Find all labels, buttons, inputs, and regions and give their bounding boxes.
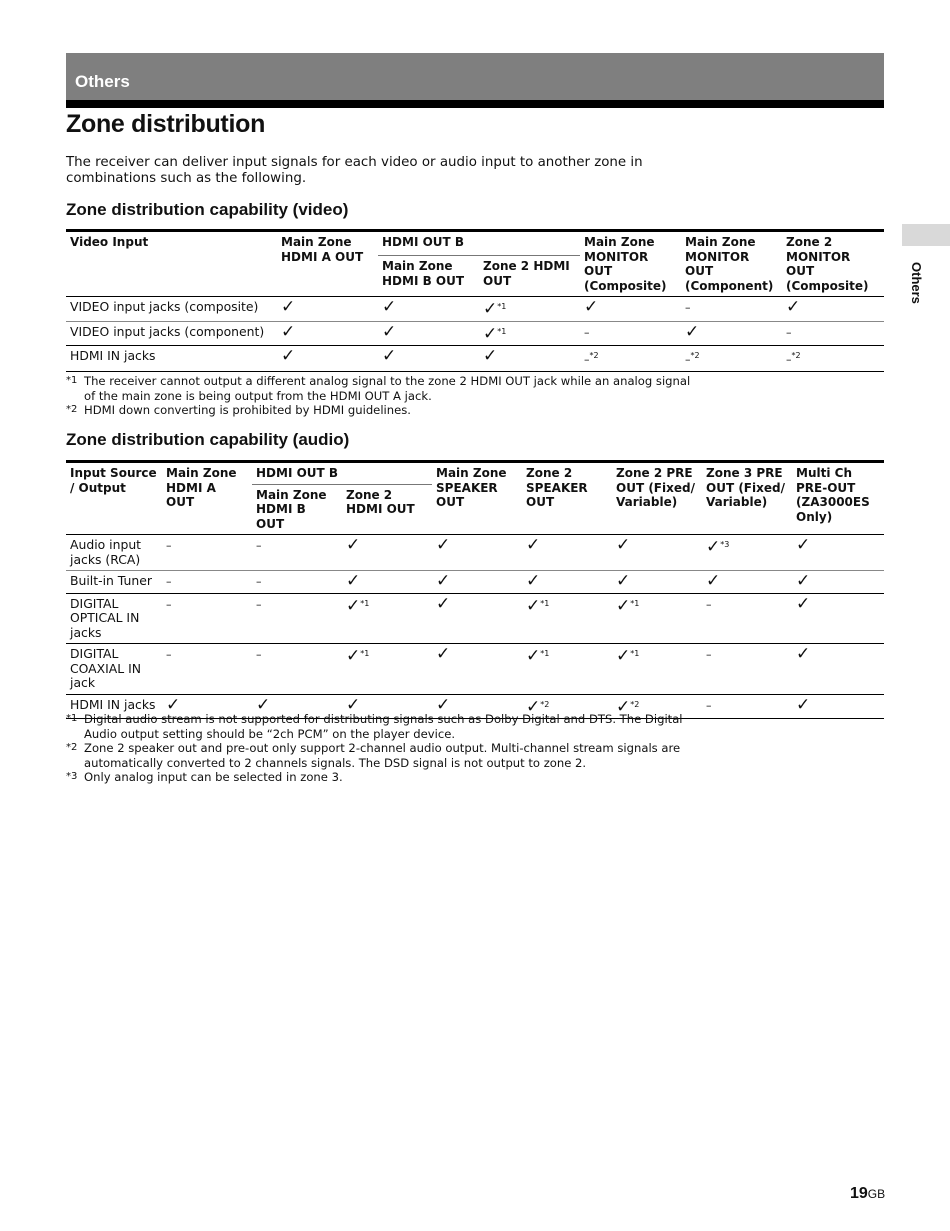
table-cell xyxy=(702,694,792,719)
not-available-dash: – xyxy=(786,353,792,366)
footnote-ref: *1 xyxy=(540,598,550,608)
row-label: VIDEO input jacks (component) xyxy=(70,323,265,339)
footnote xyxy=(66,712,696,741)
row-label: DIGITAL OPTICAL IN jacks xyxy=(70,595,140,640)
header-main-monitor-composite: Main Zone MONITOR OUT (Composite) xyxy=(580,231,681,297)
table-cell xyxy=(681,297,782,322)
table-cell xyxy=(252,571,342,594)
footnote xyxy=(66,741,696,770)
table-cell xyxy=(277,297,378,322)
table-cell xyxy=(162,593,252,644)
check-mark: ✓ xyxy=(616,646,631,666)
check-mark: ✓ xyxy=(526,535,541,555)
table-cell xyxy=(479,297,580,322)
check-mark: ✓ xyxy=(382,297,397,317)
audio-table-body xyxy=(66,535,884,719)
row-label: Audio input jacks (RCA) xyxy=(70,537,142,567)
check-mark: ✓ xyxy=(436,593,451,614)
check-mark: ✓ xyxy=(382,346,397,366)
footnote-ref: *1 xyxy=(360,649,370,658)
header-zone2-monitor-composite: Zone 2 MONITOR OUT (Composite) xyxy=(782,231,884,297)
audio-table-title: Zone distribution capability (audio) xyxy=(66,430,350,449)
check-mark: ✓ xyxy=(483,299,498,319)
table-cell xyxy=(277,346,378,372)
check-mark: ✓ xyxy=(436,571,451,591)
table-cell xyxy=(522,644,612,695)
table-cell xyxy=(378,346,479,372)
check-mark: ✓ xyxy=(685,321,700,342)
audio-distribution-table xyxy=(66,460,884,719)
footnote-text: HDMI down converting is prohibited by HDMI guidelines. xyxy=(84,403,411,417)
table-cell xyxy=(252,593,342,644)
table-cell xyxy=(252,535,342,571)
video-footnotes xyxy=(66,374,696,418)
table-cell xyxy=(612,535,702,571)
header-multich-pre-out: Multi Ch PRE-OUT (ZA3000ES Only) xyxy=(792,462,884,535)
footnote-text: Digital audio stream is not supported for distributing signals such as Dolby Digital and DTS. The Digital Audio output setting should be “2ch PCM” on the player device. xyxy=(84,712,683,741)
footnote xyxy=(66,403,696,418)
table-row xyxy=(66,297,884,322)
table-row xyxy=(66,571,884,594)
footnote-marker: *1 xyxy=(66,375,78,386)
table-cell xyxy=(378,321,479,346)
table-cell xyxy=(252,644,342,695)
not-available-dash: – xyxy=(786,325,792,339)
table-cell xyxy=(792,593,884,644)
check-mark: ✓ xyxy=(483,323,498,344)
check-mark: ✓ xyxy=(526,696,541,717)
table-cell xyxy=(612,571,702,594)
header-zone2-pre-out: Zone 2 PRE OUT (Fixed/ Variable) xyxy=(612,462,702,535)
table-cell xyxy=(342,593,432,644)
footnote-ref: *2 xyxy=(540,699,550,709)
check-mark: ✓ xyxy=(796,694,811,715)
table-cell xyxy=(522,535,612,571)
table-cell xyxy=(378,297,479,322)
table-cell xyxy=(681,346,782,372)
row-label: HDMI IN jacks xyxy=(70,696,156,712)
check-mark: ✓ xyxy=(346,595,361,616)
check-mark: ✓ xyxy=(796,535,811,555)
footnote-ref: *2 xyxy=(690,351,700,360)
row-label: DIGITAL COAXIAL IN jack xyxy=(70,646,142,690)
table-row xyxy=(66,321,884,346)
table-cell xyxy=(432,535,522,571)
footnote-ref: *2 xyxy=(791,351,801,360)
check-mark: ✓ xyxy=(483,346,498,366)
table-cell xyxy=(162,535,252,571)
row-label: VIDEO input jacks (composite) xyxy=(70,299,259,314)
table-row xyxy=(66,535,884,571)
header-zone2-hdmi-out: Zone 2 HDMI OUT xyxy=(342,484,432,535)
table-cell xyxy=(162,571,252,594)
footnote xyxy=(66,374,696,403)
header-zone2-speaker-out: Zone 2 SPEAKER OUT xyxy=(522,462,612,535)
header-main-hdmi-b-out: Main Zone HDMI B OUT xyxy=(378,256,479,297)
table-cell xyxy=(782,321,884,346)
footnote-ref: *1 xyxy=(540,649,550,658)
table-cell xyxy=(580,297,681,322)
table-cell xyxy=(342,644,432,695)
not-available-dash: – xyxy=(685,301,691,314)
check-mark: ✓ xyxy=(584,297,599,317)
check-mark: ✓ xyxy=(616,535,631,555)
header-main-hdmi-a-out: Main Zone HDMI A OUT xyxy=(277,231,378,297)
not-available-dash: – xyxy=(706,648,712,661)
footnote-marker: *1 xyxy=(66,713,78,724)
table-row xyxy=(66,644,884,695)
check-mark: ✓ xyxy=(436,694,451,715)
header-main-hdmi-a-out: Main Zone HDMI A OUT xyxy=(162,462,252,535)
footnote-text: Only analog input can be selected in zone 3. xyxy=(84,770,343,784)
check-mark: ✓ xyxy=(526,571,541,591)
footnote-marker: *2 xyxy=(66,404,78,415)
header-hdmi-out-b-group: HDMI OUT B xyxy=(252,462,432,485)
check-mark: ✓ xyxy=(281,297,296,317)
footnote-ref: *1 xyxy=(360,598,370,608)
not-available-dash: – xyxy=(706,698,712,712)
check-mark: ✓ xyxy=(796,593,811,614)
not-available-dash: – xyxy=(166,575,172,588)
page-number xyxy=(850,1185,885,1203)
not-available-dash: – xyxy=(584,325,590,339)
table-cell xyxy=(702,644,792,695)
table-cell xyxy=(681,321,782,346)
section-label: Others xyxy=(75,72,130,91)
not-available-dash: – xyxy=(166,539,172,552)
video-distribution-table xyxy=(66,229,884,372)
table-cell xyxy=(432,644,522,695)
not-available-dash: – xyxy=(584,353,590,366)
table-cell xyxy=(580,346,681,372)
not-available-dash: – xyxy=(256,648,262,661)
footnote-ref: *1 xyxy=(497,302,507,311)
header-zone3-pre-out: Zone 3 PRE OUT (Fixed/ Variable) xyxy=(702,462,792,535)
header-video-input: Video Input xyxy=(66,231,277,297)
table-cell xyxy=(277,321,378,346)
check-mark: ✓ xyxy=(616,595,631,616)
footnote-marker: *3 xyxy=(66,771,78,782)
not-available-dash: – xyxy=(256,539,262,552)
check-mark: ✓ xyxy=(616,696,631,717)
section-header-band xyxy=(66,53,884,100)
footnote-ref: *1 xyxy=(497,326,507,336)
row-label: HDMI IN jacks xyxy=(70,348,156,363)
check-mark: ✓ xyxy=(281,321,296,342)
check-mark: ✓ xyxy=(796,644,811,664)
check-mark: ✓ xyxy=(616,571,631,591)
not-available-dash: – xyxy=(166,597,172,611)
check-mark: ✓ xyxy=(346,646,361,666)
table-cell xyxy=(792,535,884,571)
table-cell xyxy=(702,593,792,644)
check-mark: ✓ xyxy=(526,646,541,666)
check-mark: ✓ xyxy=(346,535,361,555)
check-mark: ✓ xyxy=(706,537,721,557)
table-cell xyxy=(522,571,612,594)
table-cell xyxy=(612,644,702,695)
check-mark: ✓ xyxy=(346,571,361,591)
not-available-dash: – xyxy=(256,597,262,611)
footnote-ref: *1 xyxy=(630,598,640,608)
table-cell xyxy=(702,535,792,571)
video-table-title: Zone distribution capability (video) xyxy=(66,200,349,219)
check-mark: ✓ xyxy=(256,694,271,715)
header-main-hdmi-b-out: Main Zone HDMI B OUT xyxy=(252,484,342,535)
table-cell xyxy=(522,593,612,644)
footnote-text: Zone 2 speaker out and pre-out only support 2-channel audio output. Multi-channel stream signals are automatically converted to 2 channels signals. The DSD signal is not output to zone 2. xyxy=(84,741,681,770)
not-available-dash: – xyxy=(166,648,172,661)
side-index-label: Others xyxy=(909,262,924,304)
check-mark: ✓ xyxy=(166,694,181,715)
not-available-dash: – xyxy=(685,353,691,366)
table-cell xyxy=(479,321,580,346)
check-mark: ✓ xyxy=(706,571,721,591)
table-cell xyxy=(479,346,580,372)
table-cell xyxy=(612,593,702,644)
table-cell xyxy=(782,346,884,372)
section-divider xyxy=(66,100,884,108)
video-table-body xyxy=(66,297,884,372)
footnote-ref: *2 xyxy=(630,699,640,709)
table-cell xyxy=(162,644,252,695)
table-cell xyxy=(792,571,884,594)
table-cell xyxy=(432,571,522,594)
check-mark: ✓ xyxy=(796,571,811,591)
footnote-text: The receiver cannot output a different analog signal to the zone 2 HDMI OUT jack while an analog signal of the main zone is being output from the HDMI OUT A jack. xyxy=(84,374,691,403)
check-mark: ✓ xyxy=(382,321,397,342)
header-main-speaker-out: Main Zone SPEAKER OUT xyxy=(432,462,522,535)
table-cell xyxy=(580,321,681,346)
side-index-tab xyxy=(902,224,950,246)
table-cell xyxy=(702,571,792,594)
table-cell xyxy=(782,297,884,322)
table-cell xyxy=(342,571,432,594)
not-available-dash: – xyxy=(706,597,712,611)
table-cell xyxy=(792,644,884,695)
row-label: Built-in Tuner xyxy=(70,573,152,588)
footnote-ref: *2 xyxy=(589,351,599,360)
table-row xyxy=(66,593,884,644)
check-mark: ✓ xyxy=(346,694,361,715)
header-input-source: Input Source / Output xyxy=(66,462,162,535)
footnote-ref: *1 xyxy=(630,649,640,658)
table-cell xyxy=(792,694,884,719)
table-cell xyxy=(432,593,522,644)
page-number-value: 19 xyxy=(850,1185,868,1202)
table-cell xyxy=(342,535,432,571)
footnote xyxy=(66,770,696,785)
header-hdmi-out-b-group: HDMI OUT B xyxy=(378,231,580,256)
check-mark: ✓ xyxy=(526,595,541,616)
header-zone2-hdmi-out: Zone 2 HDMI OUT xyxy=(479,256,580,297)
check-mark: ✓ xyxy=(436,644,451,664)
check-mark: ✓ xyxy=(281,346,296,366)
table-row xyxy=(66,346,884,372)
header-main-monitor-component: Main Zone MONITOR OUT (Component) xyxy=(681,231,782,297)
footnote-marker: *2 xyxy=(66,742,78,753)
page-number-suffix: GB xyxy=(867,1187,886,1201)
not-available-dash: – xyxy=(256,575,262,588)
intro-paragraph: The receiver can deliver input signals for each video or audio input to another zone in combinations such as the following. xyxy=(66,155,643,186)
check-mark: ✓ xyxy=(436,535,451,555)
page-title: Zone distribution xyxy=(66,110,266,138)
check-mark: ✓ xyxy=(786,297,801,317)
footnote-ref: *3 xyxy=(720,540,730,549)
audio-footnotes xyxy=(66,712,696,785)
